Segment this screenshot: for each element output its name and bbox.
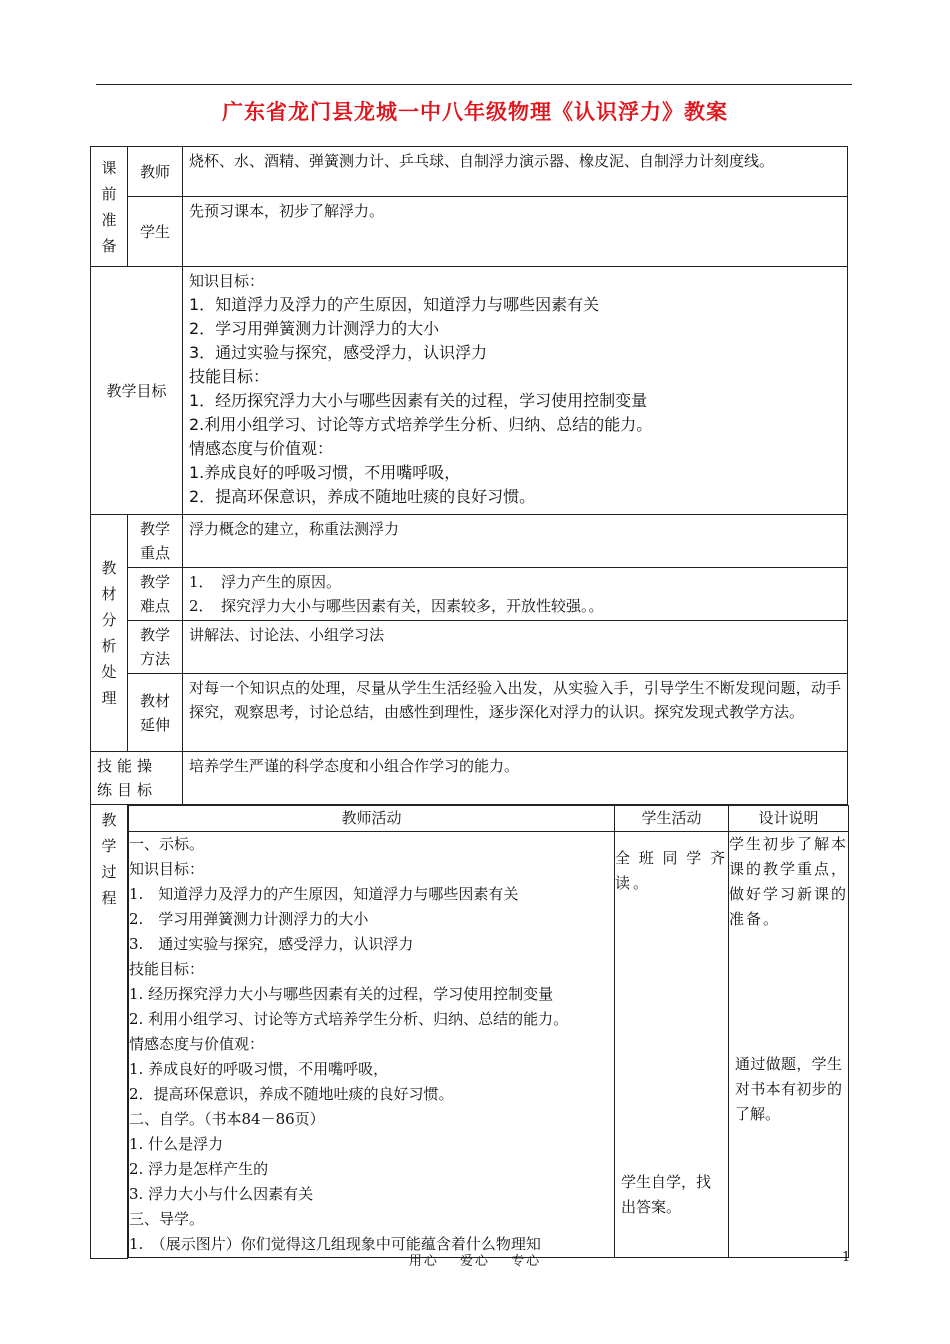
teacher-label: 教师 [128, 147, 183, 197]
analysis-row-label: 教学难点 [128, 568, 183, 621]
analysis-row-text: 浮力概念的建立，称重法测浮力 [183, 515, 848, 568]
prep-label: 课前准备 [101, 158, 117, 255]
analysis-label-cell [91, 515, 128, 752]
page-number: 1 [842, 1250, 851, 1265]
header-student-activity: 学生活动 [615, 806, 729, 832]
lesson-plan-table [90, 146, 848, 1259]
process-table [128, 805, 849, 1258]
top-rule [96, 84, 852, 85]
process-cell [128, 805, 848, 1259]
analysis-row-text: 对每一个知识点的处理，尽量从学生生活经验入出发，从实验入手，引导学生不断发现问题，动手探究，观察思考，讨论总结，由感性到理性，逐步深化对浮力的认识。探究发现式教学方法。 [183, 674, 848, 752]
goal-line: 1．经历探究浮力大小与哪些因素有关的过程，学习使用控制变量 [189, 391, 648, 410]
prep-label-cell [91, 147, 128, 267]
teacher-activity-line: 一、示标。 [129, 835, 205, 853]
teacher-activity-line: 2．提高环保意识，养成不随地吐痰的良好习惯。 [129, 1085, 454, 1103]
student-activity-a: 全班同学齐读。 [615, 849, 728, 892]
header-teacher-activity: 教师活动 [129, 806, 615, 832]
goal-line: 1．知道浮力及浮力的产生原因，知道浮力与哪些因素有关 [189, 295, 600, 314]
goal-line: 技能目标： [189, 367, 270, 386]
teacher-activity-line: 2. 浮力是怎样产生的 [129, 1160, 269, 1178]
teacher-activity-line: 1. 什么是浮力 [129, 1135, 224, 1153]
goal-line: 1.养成良好的呼吸习惯，不用嘴呼吸， [189, 463, 461, 482]
teacher-activity-line: 2. 学习用弹簧测力计测浮力的大小 [129, 910, 369, 928]
analysis-row-text: 讲解法、讨论法、小组学习法 [183, 621, 848, 674]
goal-line: 2．提高环保意识，养成不随地吐痰的良好习惯。 [189, 487, 536, 506]
analysis-row-label: 教学方法 [128, 621, 183, 674]
process-label-cell [91, 805, 128, 1259]
teacher-activity-line: 3. 浮力大小与什么因素有关 [129, 1185, 314, 1203]
analysis-row-text: 1． 浮力产生的原因。 2． 探究浮力大小与哪些因素有关，因素较多，开放性较强。。 [183, 568, 848, 621]
goal-line: 2．学习用弹簧测力计测浮力的大小 [189, 319, 440, 338]
teacher-activity-line: 二、自学。（书本84－86页） [129, 1110, 325, 1128]
teacher-activity-line: 技能目标： [129, 960, 205, 978]
goal-line: 2.利用小组学习、讨论等方式培养学生分析、归纳、总结的能力。 [189, 415, 653, 434]
student-activity-cell [615, 832, 729, 1258]
process-label: 教学过程 [101, 811, 117, 907]
skill-text: 培养学生严谨的科学态度和小组合作学习的能力。 [183, 752, 848, 805]
student-label: 学生 [128, 197, 183, 267]
design-note-b: 通过做题，学生对书本有初步的了解。 [735, 1055, 842, 1123]
design-note-a: 学生初步了解本课的教学重点，做好学习新课的准备。 [729, 835, 849, 928]
teacher-activity-line: 情感态度与价值观： [129, 1035, 265, 1053]
page-title: 广东省龙门县龙城一中八年级物理《认识浮力》教案 [222, 99, 728, 124]
teacher-activity-line: 三、导学。 [129, 1210, 205, 1228]
goal-line: 知识目标： [189, 272, 265, 290]
analysis-row-label: 教材延伸 [128, 674, 183, 752]
teacher-activity-line: 知识目标： [129, 860, 205, 878]
teacher-activity-line: 1. 知道浮力及浮力的产生原因，知道浮力与哪些因素有关 [129, 885, 519, 903]
teacher-prep-text: 烧杯、水、酒精、弹簧测力计、乒乓球、自制浮力演示器、橡皮泥、自制浮力计刻度线。 [183, 147, 848, 197]
teacher-activity-line: 2. 利用小组学习、讨论等方式培养学生分析、归纳、总结的能力。 [129, 1010, 569, 1028]
analysis-label: 教材分析处理 [101, 559, 117, 707]
teacher-activity-line: 1. （展示图片）你们觉得这几组现象中可能蕴含着什么物理知 [129, 1235, 541, 1253]
teacher-activity-cell [129, 832, 615, 1258]
design-notes-cell [729, 832, 849, 1258]
skill-label: 技能操练目标 [91, 752, 183, 805]
goal-line: 情感态度与价值观： [189, 439, 334, 458]
teacher-activity-line: 3. 通过实验与探究，感受浮力，认识浮力 [129, 935, 414, 953]
analysis-row-label: 教学重点 [128, 515, 183, 568]
goals-cell [183, 267, 848, 515]
student-prep-text: 先预习课本，初步了解浮力。 [183, 197, 848, 267]
goal-line: 3．通过实验与探究，感受浮力，认识浮力 [189, 343, 488, 362]
header-design-notes: 设计说明 [729, 806, 849, 832]
teacher-activity-line: 1. 经历探究浮力大小与哪些因素有关的过程，学习使用控制变量 [129, 985, 554, 1003]
goals-label: 教学目标 [91, 267, 183, 515]
teacher-activity-line: 1. 养成良好的呼吸习惯，不用嘴呼吸， [129, 1060, 389, 1078]
footer-motto: 用心 爱心 专心 [408, 1254, 542, 1269]
student-activity-b: 学生自学，找出答案。 [621, 1173, 712, 1216]
